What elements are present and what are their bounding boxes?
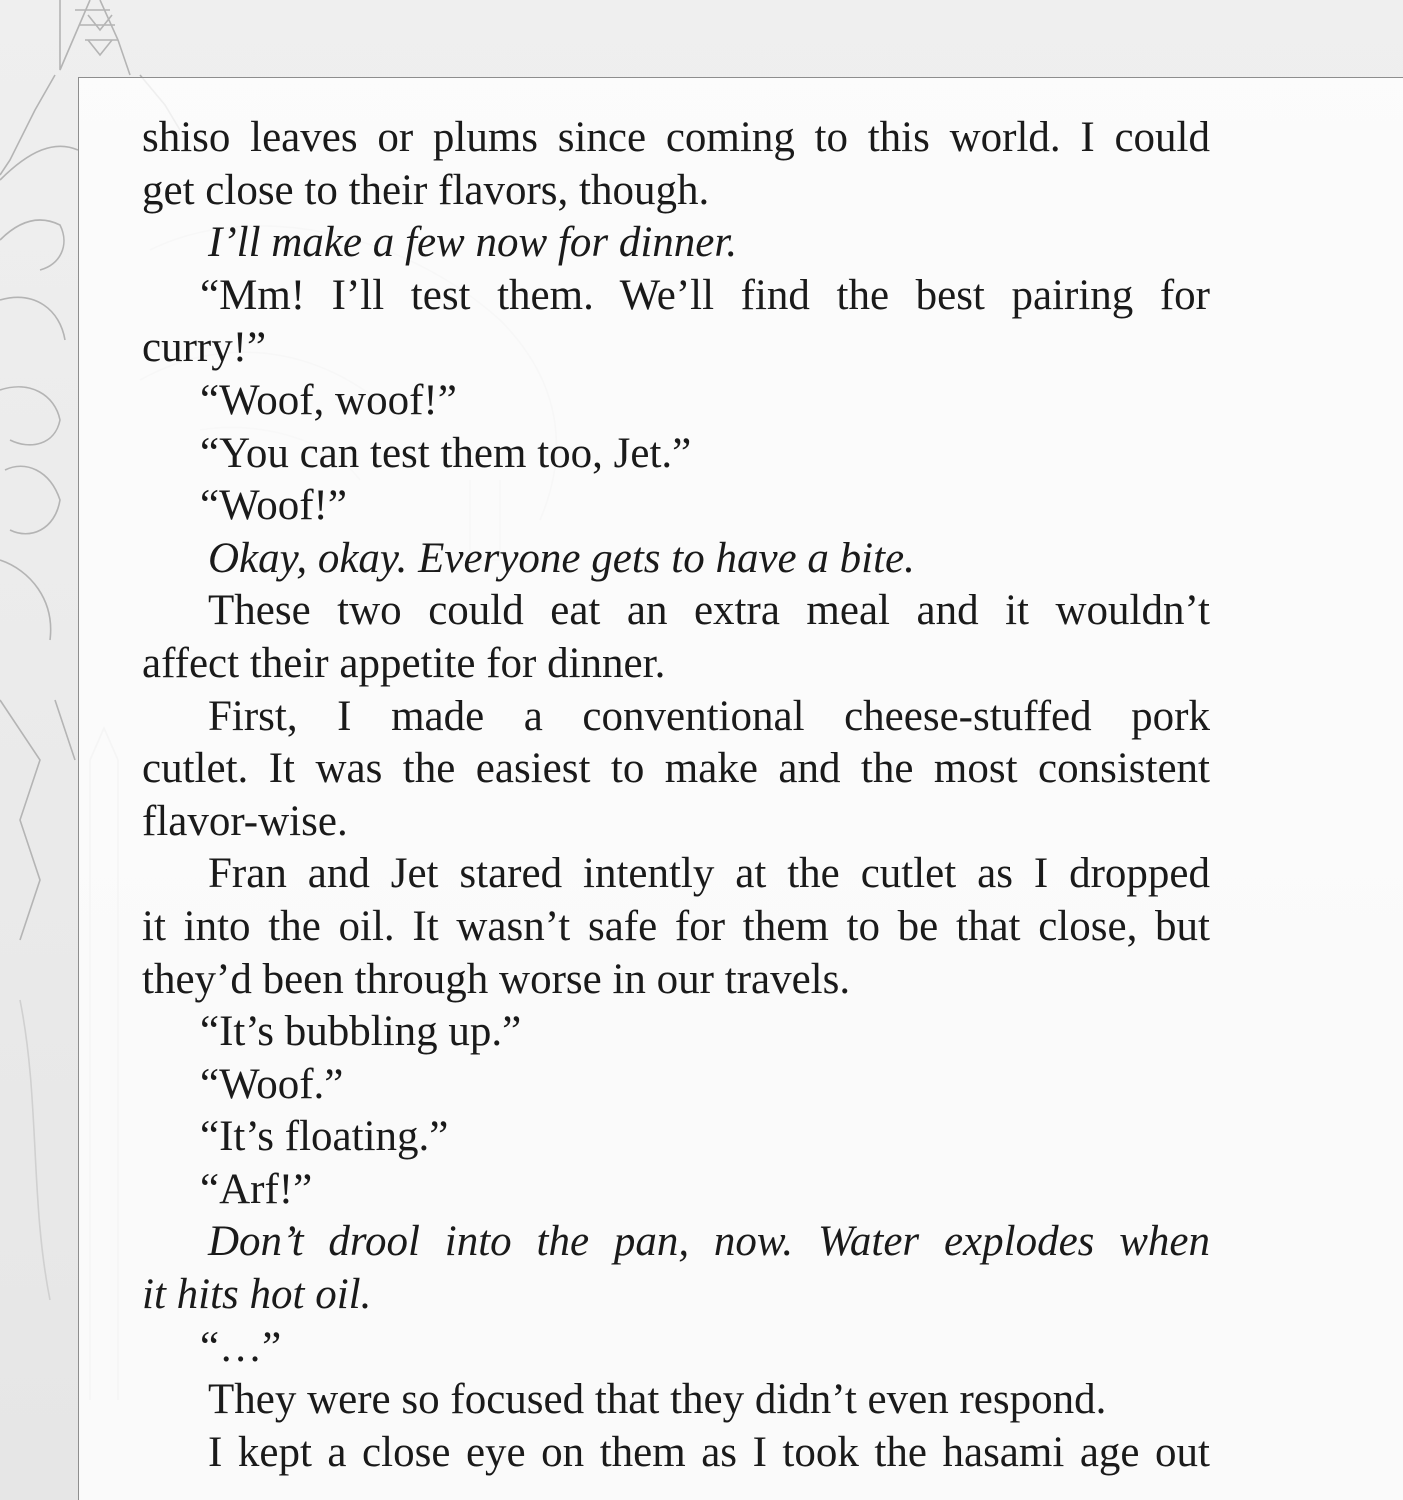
text-line: Okay, okay. Everyone gets to have a bite. xyxy=(208,534,915,582)
text-line: “Woof, woof!” xyxy=(200,376,457,424)
text-line: “Woof.” xyxy=(200,1060,344,1108)
text-line: Don’t drool into the pan, now. Water explodes when xyxy=(208,1218,1210,1266)
text-line: “Arf!” xyxy=(200,1165,313,1213)
text-line: “It’s bubbling up.” xyxy=(200,1008,522,1056)
text-line: cutlet. It was the easiest to make and the most consistent xyxy=(142,745,1210,793)
text-line: affect their appetite for dinner. xyxy=(142,639,666,687)
text-line: These two could eat an extra meal and it wouldn’t xyxy=(208,587,1210,635)
text-line: They were so focused that they didn’t even respond. xyxy=(208,1376,1107,1424)
text-line: it into the oil. It wasn’t safe for them to be that close, but xyxy=(142,902,1210,950)
text-line: I’ll make a few now for dinner. xyxy=(208,219,738,267)
text-line: they’d been through worse in our travels. xyxy=(142,955,851,1003)
text-line: shiso leaves or plums since coming to this world. I could xyxy=(142,114,1210,161)
text-line: “It’s floating.” xyxy=(200,1113,449,1161)
text-line: it hits hot oil. xyxy=(142,1271,372,1319)
text-line: get close to their flavors, though. xyxy=(142,166,710,214)
book-text xyxy=(142,112,1210,1479)
text-line: curry!” xyxy=(142,324,267,372)
text-line: “…” xyxy=(200,1323,282,1371)
text-line: flavor-wise. xyxy=(142,797,348,845)
text-line: “Mm! I’ll test them. We’ll find the best pairing for xyxy=(200,271,1210,319)
text-line: Fran and Jet stared intently at the cutlet as I dropped xyxy=(208,850,1210,898)
text-line: I kept a close eye on them as I took the hasami age out xyxy=(208,1428,1210,1476)
text-line: First, I made a conventional cheese-stuffed pork xyxy=(208,692,1210,740)
text-line: “You can test them too, Jet.” xyxy=(200,429,692,477)
text-line: “Woof!” xyxy=(200,482,347,530)
